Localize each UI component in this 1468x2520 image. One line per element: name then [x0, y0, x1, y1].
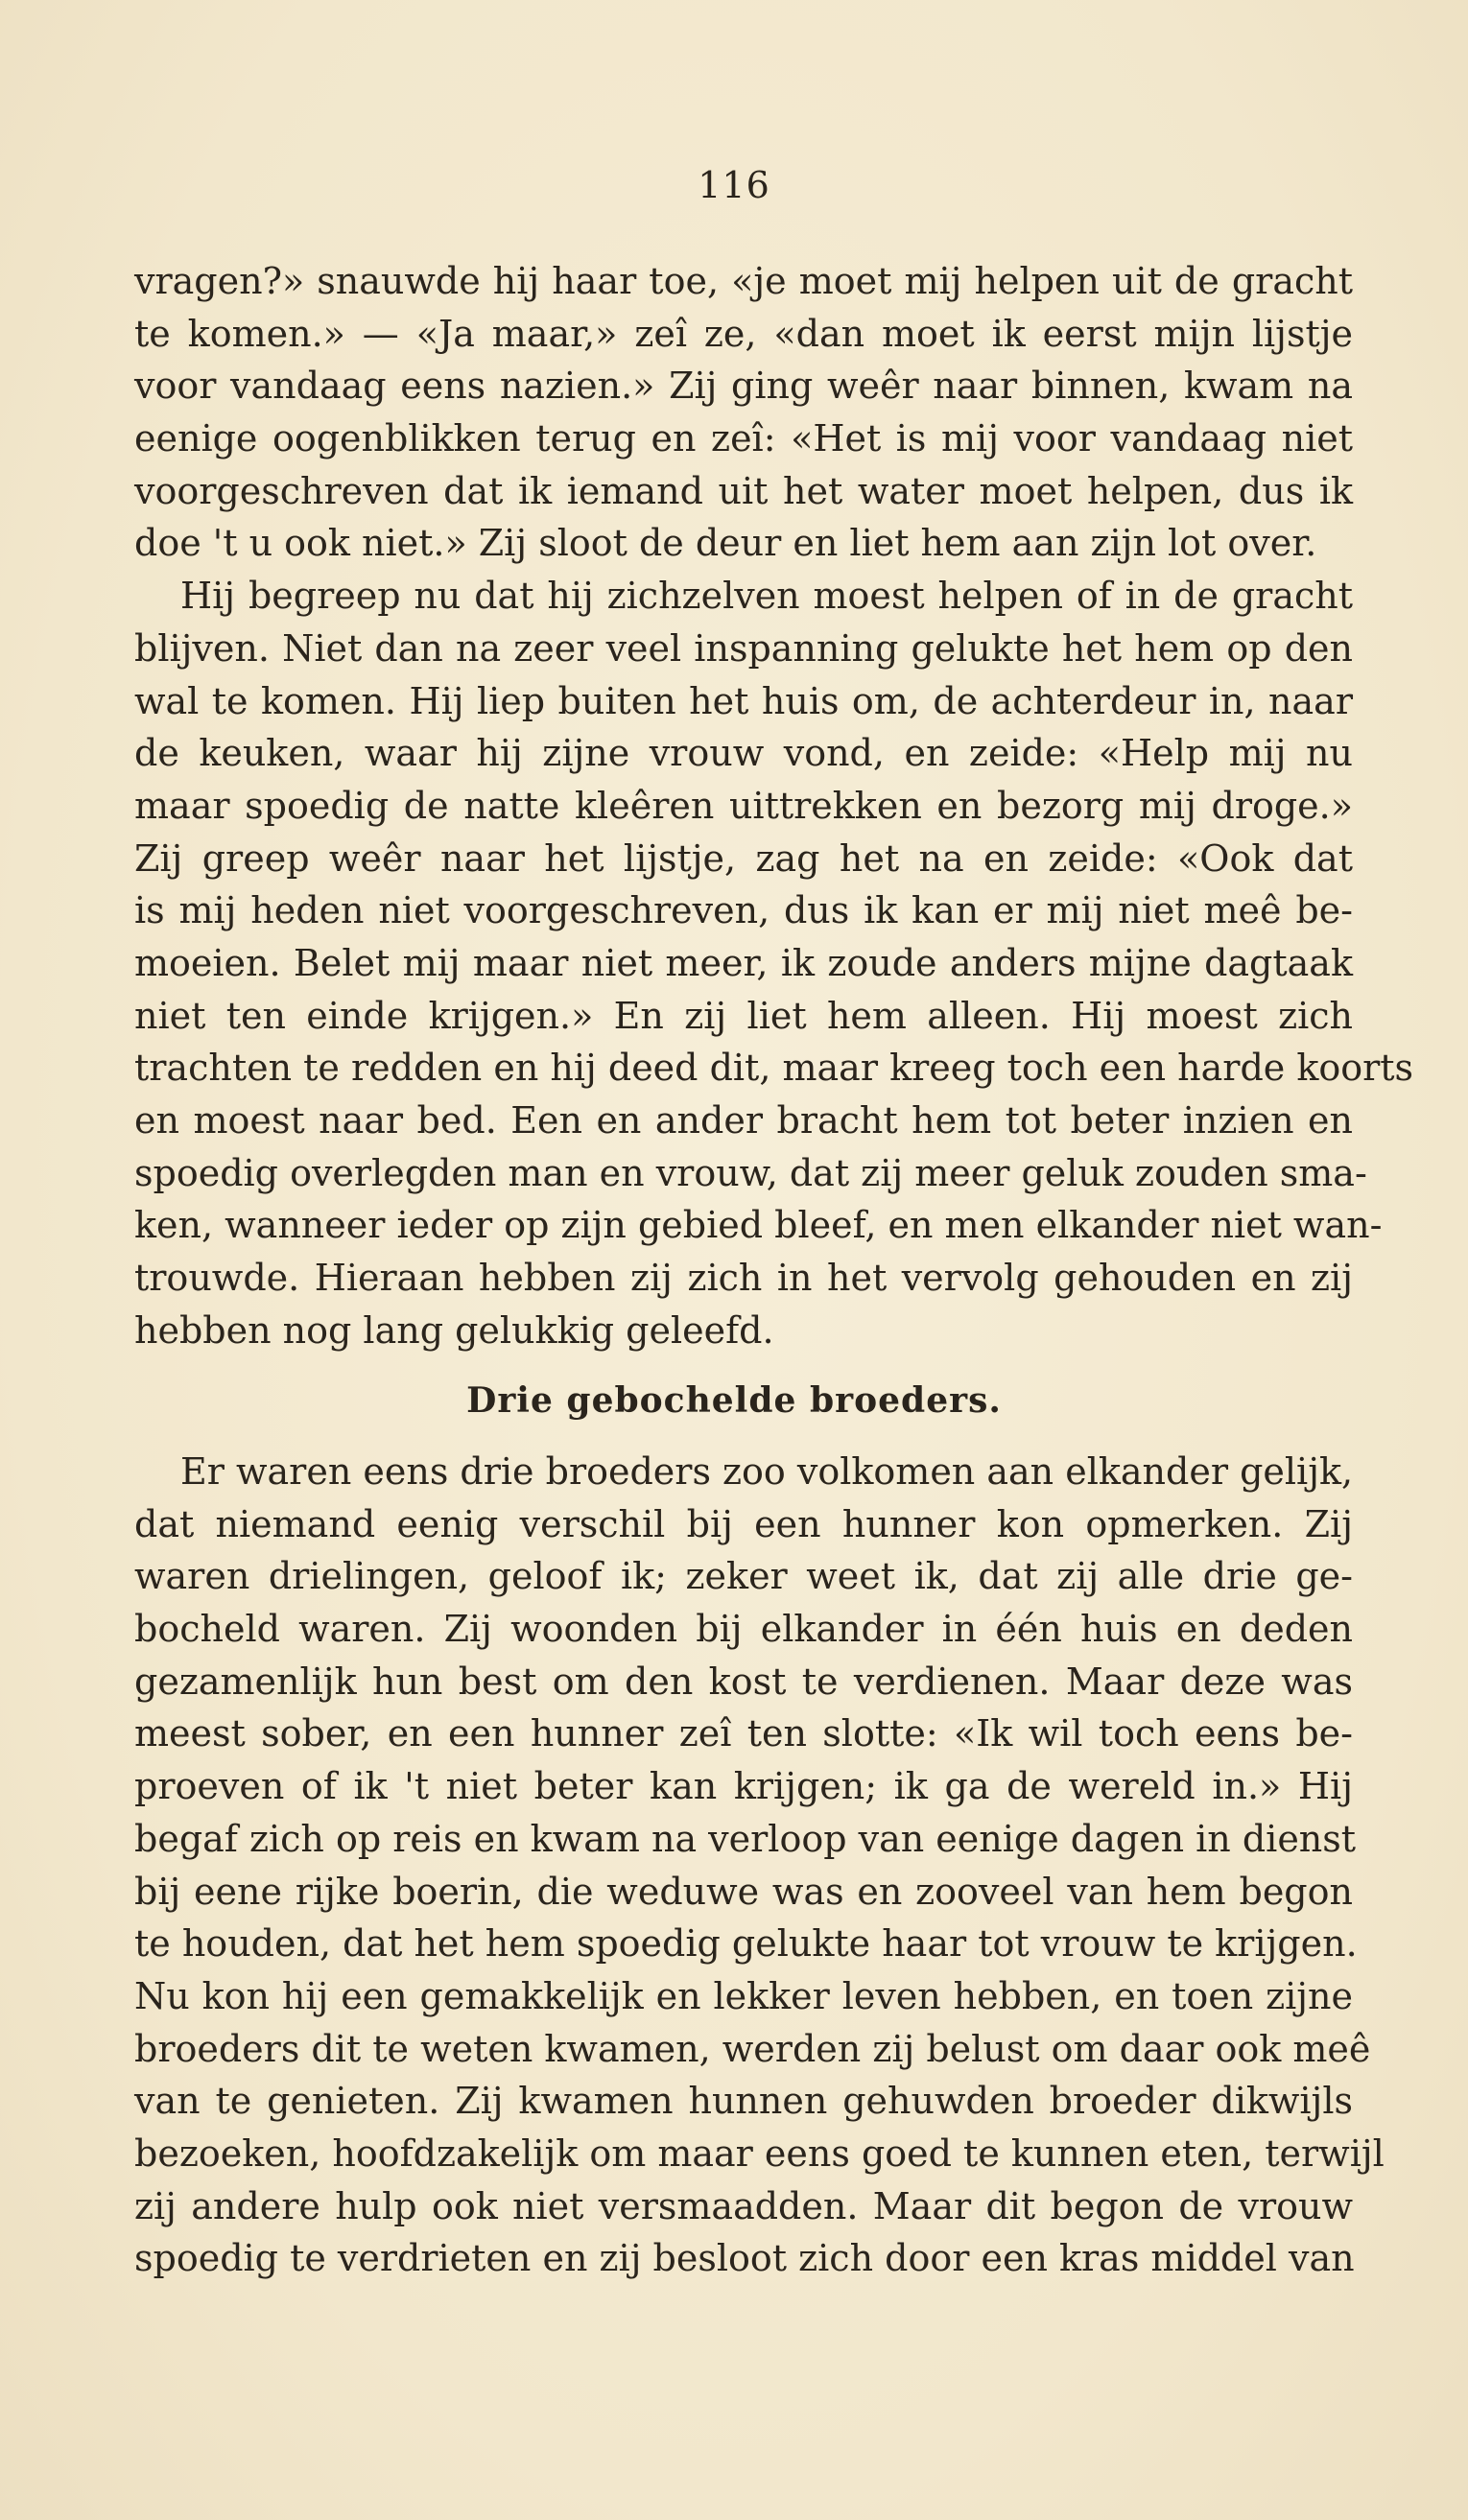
text-line: de keuken, waar hij zijne vrouw vond, en zeide: «Help mij nu: [134, 732, 1353, 775]
text-line: trachten te redden en hij deed dit, maar kreeg toch een harde koorts: [134, 1047, 1414, 1090]
text-block-after-heading: [134, 1446, 1385, 2285]
text-block-before-heading: [134, 255, 1414, 1356]
text-line: waren drielingen, geloof ik; zeker weet ik, dat zij alle drie ge-: [134, 1555, 1353, 1598]
text-line: gezamenlijk hun best om den kost te verdienen. Maar deze was: [134, 1660, 1353, 1703]
text-line: spoedig te verdrieten en zij besloot zich door een kras middel van: [134, 2237, 1355, 2280]
page-number: 116: [698, 164, 770, 206]
text-line: Zij greep weêr naar het lijstje, zag het na en zeide: «Ook dat: [134, 836, 1353, 880]
text-line: broeders dit te weten kwamen, werden zij belust om daar ook meê: [134, 2027, 1371, 2070]
text-line: hebben nog lang gelukkig geleefd.: [134, 1308, 774, 1352]
text-line: is mij heden niet voorgeschreven, dus ik kan er mij niet meê be-: [134, 889, 1353, 932]
text-line: doe 't u ook niet.» Zij sloot de deur en liet hem aan zijn lot over.: [134, 522, 1317, 565]
text-line: blijven. Niet dan na zeer veel inspanning gelukte het hem op den: [134, 626, 1353, 670]
text-line: en moest naar bed. Een en ander bracht hem tot beter inzien en: [134, 1099, 1353, 1142]
text-line: van te genieten. Zij kwamen hunnen gehuwden broeder dikwijls: [134, 2080, 1353, 2123]
text-line: voorgeschreven dat ik iemand uit het water moet helpen, dus ik: [134, 469, 1353, 512]
text-line: spoedig overlegden man en vrouw, dat zij meer geluk zouden sma-: [134, 1151, 1367, 1194]
section-heading: Drie gebochelde broeders.: [466, 1380, 1002, 1421]
text-line: ken, wanneer ieder op zijn gebied bleef, en men elkander niet wan-: [134, 1204, 1383, 1247]
text-line: eenige oogenblikken terug en zeî: «Het is mij voor vandaag niet: [134, 417, 1353, 460]
text-line: Er waren eens drie broeders zoo volkomen aan elkander gelijk,: [180, 1450, 1354, 1493]
text-line: Nu kon hij een gemakkelijk en lekker leven hebben, en toen zijne: [134, 1974, 1353, 2017]
text-line: te komen.» — «Ja maar,» zeî ze, «dan moet ik eerst mijn lijstje: [134, 312, 1353, 355]
text-line: vragen?» snauwde hij haar toe, «je moet mij helpen uit de gracht: [134, 260, 1353, 302]
text-line: niet ten einde krijgen.» En zij liet hem alleen. Hij moest zich: [134, 994, 1353, 1037]
text-line: proeven of ik 't niet beter kan krijgen; ik ga de wereld in.» Hij: [134, 1765, 1353, 1808]
text-line: Hij begreep nu dat hij zichzelven moest helpen of in de gracht: [180, 575, 1353, 618]
text-line: voor vandaag eens nazien.» Zij ging weêr naar binnen, kwam na: [134, 365, 1353, 408]
text-line: zij andere hulp ook niet versmaadden. Maar dit begon de vrouw: [134, 2184, 1353, 2227]
text-line: trouwde. Hieraan hebben zij zich in het vervolg gehouden en zij: [134, 1257, 1353, 1300]
text-line: te houden, dat het hem spoedig gelukte haar tot vrouw te krijgen.: [134, 1922, 1358, 1966]
text-line: maar spoedig de natte kleêren uittrekken en bezorg mij droge.»: [134, 784, 1353, 827]
text-line: meest sober, en een hunner zeî ten slotte: «Ik wil toch eens be-: [134, 1712, 1353, 1755]
text-line: wal te komen. Hij liep buiten het huis om, de achterdeur in, naar: [134, 679, 1353, 722]
text-line: moeien. Belet mij maar niet meer, ik zoude anders mijne dagtaak: [134, 941, 1353, 984]
text-line: bij eene rijke boerin, die weduwe was en zooveel van hem begon: [134, 1870, 1353, 1913]
text-line: bocheld waren. Zij woonden bij elkander in één huis en deden: [134, 1608, 1353, 1651]
text-line: begaf zich op reis en kwam na verloop van eenige dagen in dienst: [134, 1817, 1357, 1860]
text-line: dat niemand eenig verschil bij een hunner kon opmerken. Zij: [134, 1502, 1353, 1545]
text-line: bezoeken, hoofdzakelijk om maar eens goed te kunnen eten, terwijl: [134, 2131, 1385, 2175]
